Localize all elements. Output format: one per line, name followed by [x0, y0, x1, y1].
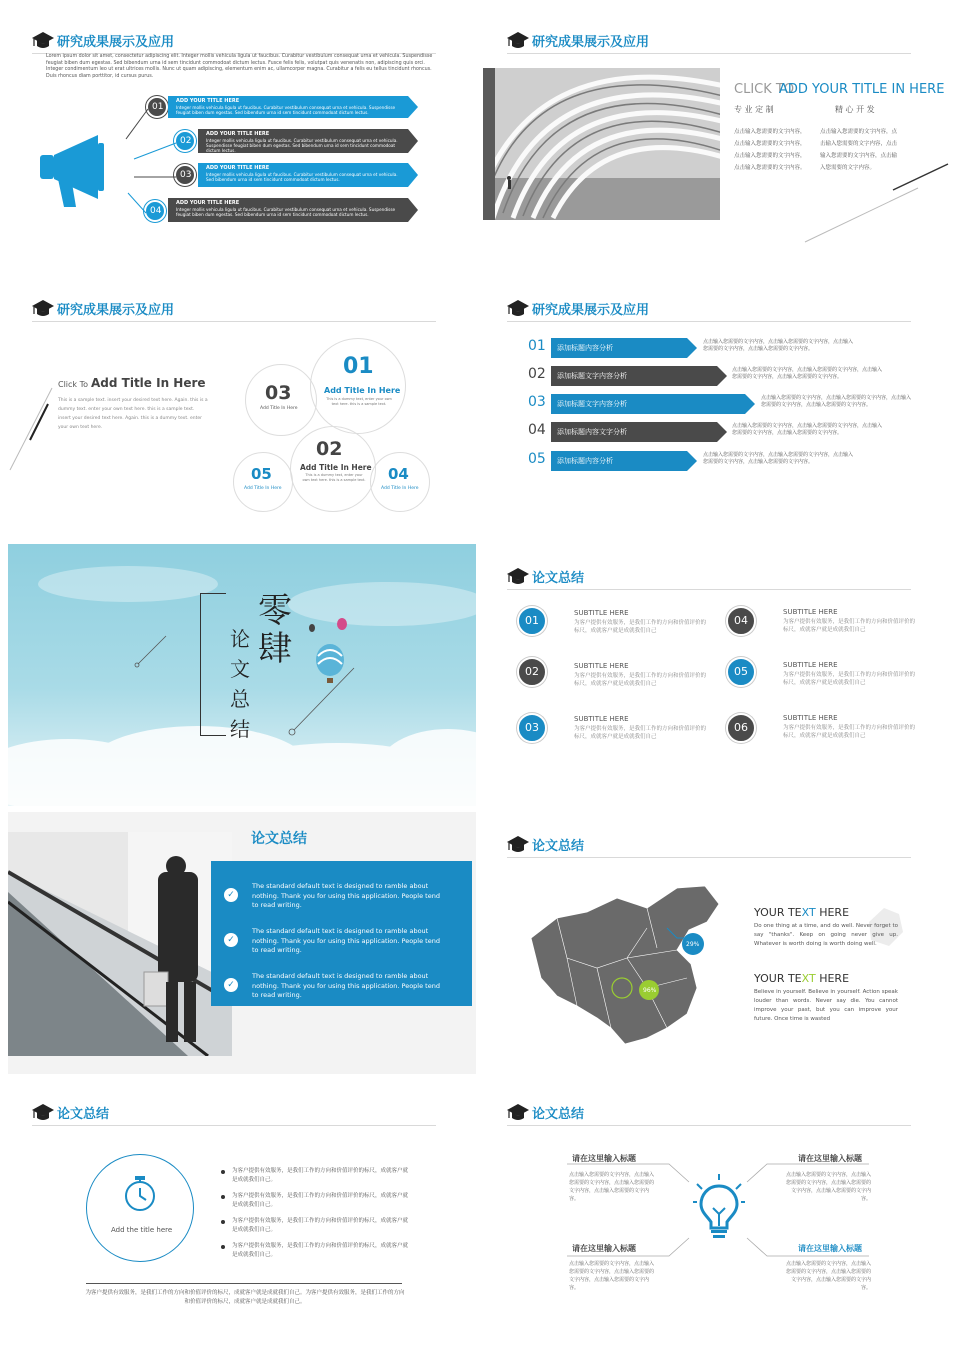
subtitle-left: 专 业 定 制: [734, 105, 774, 114]
subtitle-text: 为客户提供有效服务，是我们工作的方向和价值评价的标尺，成就客户就是成就我们自己: [783, 725, 916, 739]
graduation-cap-icon: [507, 1102, 529, 1122]
badge-number: 04: [734, 614, 748, 627]
text-column-1: 点击输入您需要的文字内容，点击输入您需要的文字内容，点击输入您需要的文字内容，点击输入您需要的文字内容。: [734, 129, 806, 171]
circle-title: Add Title In Here: [300, 463, 372, 472]
block1-title: [754, 906, 849, 919]
item-text: 点击输入您需要的文字内容，点击输入您需要的文字内容，点击输入您需要的文字内容，点击输入您需要的文字内容。: [785, 1172, 871, 1202]
slide-heading: ADD YOUR TITLE IN HERE: [779, 82, 945, 97]
china-map: [527, 878, 727, 1048]
connector-lines: [118, 103, 178, 223]
item-text: Integer mollis vehicula ligula ut faucibus. Curabitur vestibulum consequat urna et vehicula. Sed bibendum urna id sem tincidunt commodoat dictum lectus.: [206, 172, 398, 182]
slide-cover-sky: [8, 544, 476, 806]
item-text: Integer mollis vehicula ligula ut faucibus. Curabitur vestibulum consequat urna et vehicula. Suspendisse feugiat biben dum egestas. Sed bibendum urna id sem tincidunt commodoat dictum lectus.: [176, 207, 396, 217]
item-text: 点击输入您需要的文字内容，点击输入您需要的文字内容，点击输入您需要的文字内容，点击输入您需要的文字内容。: [569, 1172, 655, 1202]
circle-title: Add Title In Here: [381, 486, 419, 491]
row-number: 05: [528, 451, 546, 467]
slide-header: [507, 832, 911, 858]
panel-text: The standard default text is designed to ramble about nothing. Thank you for using this application. People tend to read writing.: [252, 882, 440, 909]
circle-label: Add the title here: [111, 1226, 173, 1234]
graduation-cap-icon: [32, 30, 54, 50]
divider: [86, 1283, 402, 1284]
row-label: 添加标题内容分析: [557, 457, 613, 465]
badge-number: 05: [734, 665, 748, 678]
item-number: 01: [152, 102, 164, 112]
body-text: This is a sample text. insert your desired text here. Again. this is a dummy text. enter your own text here. this is a sample text. insert your desired text here. Again. this is a dummy text. enter your own text here.: [58, 398, 208, 430]
subtitle: SUBTITLE HERE: [783, 661, 838, 669]
row-label: 添加标题文字内容分析: [557, 400, 627, 408]
slide-header: [507, 1100, 911, 1126]
row-text: 点击输入您需要的文字内容，点击输入您需要的文字内容，点击输入您需要的文字内容，点击输入您需要的文字内容。: [703, 452, 854, 465]
row-number: 04: [528, 422, 546, 438]
graduation-cap-icon: [507, 834, 529, 854]
item-number: 04: [150, 206, 162, 216]
intro-paragraph: Lorem ipsum dolor sit amet, consectetur adipiscing elit. Integer mollis vehicula ligula ut faucibus. Curabitur vestibulum consequat urna et vehicula. Suspendisse feugiat biben dum egestas. Sed bibendum urna id sem tincidunt commodoat dictum lectus. Fusce felis felis, volutpat quis venenatis non, adipiscing quis orci. Integer condimentum leo ut erat ultrices mollis. Nunc ut quam adipiscing, elementum enim ac, ullamcorper magna. Curabitur a felis eu tellus tincidunt rhoncus. Duis rhoncus diam porttitor, id cursus purus.: [46, 54, 433, 79]
slide-paper-6: [483, 544, 951, 806]
item-title: ADD YOUR TITLE HERE: [176, 200, 240, 206]
slide-heading: Add Title In Here: [91, 376, 206, 390]
block-title-part: HERE: [815, 906, 850, 919]
circle-text: This is a dummy text, enter your own text here. this is a sample text.: [326, 397, 392, 406]
graduation-cap-icon: [507, 30, 529, 50]
item-title: 请在这里输入标题: [572, 1244, 636, 1253]
slide-header: [32, 28, 436, 54]
slide-research-1: [8, 8, 476, 270]
item-title: 请在这里输入标题: [798, 1154, 862, 1163]
subtitle: SUBTITLE HERE: [574, 662, 629, 670]
slide-header: [32, 1100, 436, 1126]
item-text: Integer mollis vehicula ligula ut faucibus. Curabitur vestibulum consequat urna et vehicula. Suspendisse feugiat biben dum egestas. Sed bibendum urna id sem tincidunt commodoat dictum lectus.: [206, 138, 398, 153]
block-title-part: HERE: [815, 972, 850, 985]
click-to-label: Click To: [58, 380, 89, 389]
slide-research-2: [483, 8, 951, 270]
stopwatch-icon: [122, 1174, 158, 1214]
subtitle-text: 为客户提供有效服务，是我们工作的方向和价值评价的标尺，成就客户就是成就我们自己: [783, 672, 916, 686]
row-text: 点击输入您需要的文字内容，点击输入您需要的文字内容，点击输入您需要的文字内容，点击输入您需要的文字内容。: [732, 367, 883, 380]
map-percent-label: 96%: [643, 987, 657, 994]
graduation-cap-icon: [32, 1102, 54, 1122]
escalator-photo: [8, 832, 232, 1056]
circle-number: 04: [388, 465, 409, 483]
subtitle-text: 为客户提供有效服务，是我们工作的方向和价值评价的标尺，成就客户就是成就我们自己: [574, 620, 707, 634]
slide-header: [32, 296, 436, 322]
bullet-text: 为客户提供有效服务，是我们工作的方向和价值评价的标尺，成就客户就是成就我们自己。: [232, 1218, 409, 1233]
text-column-2: 点击输入您需要的文字内容，点击输入您需要的文字内容，点击输入您需要的文字内容，点击输入您需要的文字内容。: [820, 129, 898, 171]
badge-number: 03: [525, 721, 539, 734]
graduation-cap-icon: [507, 298, 529, 318]
badge-number: 01: [525, 614, 539, 627]
item-title: ADD YOUR TITLE HERE: [206, 165, 270, 171]
check-icon: ✓: [224, 933, 238, 947]
block2-title: [754, 972, 849, 985]
item-title: 请在这里输入标题: [798, 1244, 862, 1253]
panel-text: The standard default text is designed to ramble about nothing. Thank you for using this application. People tend to read writing.: [252, 972, 440, 999]
slide-title: 研究成果展示及应用: [532, 303, 650, 318]
row-text: 点击输入您需要的文字内容，点击输入您需要的文字内容，点击输入您需要的文字内容，点击输入您需要的文字内容。: [732, 423, 883, 436]
slide-title: 论文总结: [57, 1107, 110, 1122]
bullet-dot: [221, 1245, 225, 1249]
bullet-dot: [221, 1170, 225, 1174]
block-title-part: YOUR TE: [754, 972, 802, 985]
architecture-photo: [483, 68, 720, 220]
bullet-text: 为客户提供有效服务，是我们工作的方向和价值评价的标尺，成就客户就是成就我们自己。: [232, 1193, 409, 1208]
check-icon: ✓: [224, 978, 238, 992]
block-title-accent: XT: [801, 972, 816, 985]
block-title-part: YOUR TE: [754, 906, 802, 919]
subtitle-text: 为客户提供有效服务，是我们工作的方向和价值评价的标尺，成就客户就是成就我们自己: [574, 726, 707, 740]
block-title-accent: XT: [801, 906, 816, 919]
row-label: 添加标题内容分析: [557, 344, 613, 352]
subtitle-text: 为客户提供有效服务，是我们工作的方向和价值评价的标尺，成就客户就是成就我们自己: [574, 673, 707, 687]
circle-number: 01: [343, 354, 374, 379]
row-text: 点击输入您需要的文字内容，点击输入您需要的文字内容，点击输入您需要的文字内容，点击输入您需要的文字内容。: [703, 339, 854, 352]
circle-title: Add Title In Here: [260, 406, 298, 411]
slide-title: 研究成果展示及应用: [57, 303, 175, 318]
circle-number: 02: [316, 438, 343, 460]
item-text: Integer mollis vehicula ligula ut faucibus. Curabitur vestibulum consequat urna et vehicula. Suspendisse feugiat biben dum egestas. Sed bibendum urna id sem tincidunt commodoat dictum lectus.: [176, 105, 396, 115]
block1-text: Do one thing at a time, and do well. Never forget to say "thanks". Keep on going never give up. Whatever is worth doing is worth doing well.: [754, 923, 898, 947]
row-number: 02: [528, 366, 546, 382]
badge-number: 06: [734, 721, 748, 734]
slide-paper-9: [8, 1080, 476, 1342]
item-title: 请在这里输入标题: [572, 1154, 636, 1163]
item-title: ADD YOUR TITLE HERE: [206, 131, 270, 137]
slide-title: 研究成果展示及应用: [57, 35, 175, 50]
decorative-line: [803, 158, 951, 248]
item-title: ADD YOUR TITLE HERE: [176, 98, 240, 104]
circle-title: Add Title In Here: [244, 486, 282, 491]
panel-text: The standard default text is designed to ramble about nothing. Thank you for using this application. People tend to read writing.: [252, 927, 440, 954]
bullet-text: 为客户提供有效服务，是我们工作的方向和价值评价的标尺，成就客户就是成就我们自己。: [232, 1243, 409, 1258]
bullet-dot: [221, 1220, 225, 1224]
click-to-label: CLICK TO: [734, 82, 795, 97]
slide-header: [507, 564, 911, 590]
slide-research-3: [8, 276, 476, 538]
item-text: 点击输入您需要的文字内容，点击输入您需要的文字内容，点击输入您需要的文字内容，点击输入您需要的文字内容。: [569, 1261, 655, 1291]
slide-research-4: [483, 276, 951, 538]
slide-title: 研究成果展示及应用: [532, 35, 650, 50]
item-number: 02: [180, 136, 192, 146]
badge-number: 02: [525, 665, 539, 678]
row-text: 点击输入您需要的文字内容，点击输入您需要的文字内容，点击输入您需要的文字内容，点击输入您需要的文字内容。: [761, 395, 912, 408]
subtitle-right: 精 心 开 发: [835, 105, 875, 114]
row-label: 添加标题内容文字分析: [557, 428, 627, 436]
slide-header: [507, 28, 911, 54]
bullet-dot: [221, 1195, 225, 1199]
megaphone-icon: [38, 133, 124, 213]
subtitle: SUBTITLE HERE: [574, 715, 629, 723]
bullet-text: 为客户提供有效服务，是我们工作的方向和价值评价的标尺，成就客户就是成就我们自己。: [232, 1168, 409, 1183]
slide-header: [507, 296, 911, 322]
slide-paper-10: [483, 1080, 951, 1342]
title-bracket: [200, 593, 226, 736]
slide-paper-7: [8, 812, 476, 1074]
circle-number: 03: [265, 382, 292, 404]
subtitle: SUBTITLE HERE: [783, 608, 838, 616]
circle-number: 05: [251, 465, 272, 483]
row-label: 添加标题文字内容分析: [557, 372, 627, 380]
item-text: 点击输入您需要的文字内容，点击输入您需要的文字内容，点击输入您需要的文字内容，点击输入您需要的文字内容。: [785, 1261, 871, 1291]
item-number: 03: [180, 170, 192, 180]
row-number: 01: [528, 338, 546, 354]
footer-text: 为客户提供有效服务，是我们工作的方向和价值评价的标尺，成就客户就是成就我们自己。为客户提供有效服务，是我们工作的方向和价值评价的标尺，成就客户就是成就我们自己。: [85, 1290, 405, 1305]
graduation-cap-icon: [32, 298, 54, 318]
graduation-cap-icon: [507, 566, 529, 586]
slide-title: 论文总结: [532, 839, 585, 854]
map-percent-label: 29%: [686, 941, 700, 948]
slide-title: 论文总结: [532, 571, 585, 586]
circle-text: This is a dummy text, enter your own text here. this is a sample text.: [302, 473, 366, 482]
block2-text: Believe in yourself. Believe in yourself. Action speak louder than words. Never say die. You cannot improve your past, but you can improve your future. Once time is wasted: [754, 989, 898, 1022]
circle-title: Add Title In Here: [324, 386, 401, 395]
slide-paper-8: [483, 812, 951, 1074]
subtitle-text: 为客户提供有效服务，是我们工作的方向和价值评价的标尺，成就客户就是成就我们自己: [783, 619, 916, 633]
slide-heading: 论文总结: [251, 831, 307, 847]
decorative-line: [8, 384, 58, 474]
slide-title: 论文总结: [532, 1107, 585, 1122]
row-number: 03: [528, 394, 546, 410]
check-icon: ✓: [224, 888, 238, 902]
cover-vertical-title: 论文总结: [230, 627, 250, 741]
subtitle: SUBTITLE HERE: [574, 609, 629, 617]
lightbulb-icon: [693, 1172, 745, 1244]
subtitle: SUBTITLE HERE: [783, 714, 838, 722]
hot-air-balloon-icon: [304, 618, 354, 688]
cover-big-title: 零肆: [258, 591, 292, 669]
